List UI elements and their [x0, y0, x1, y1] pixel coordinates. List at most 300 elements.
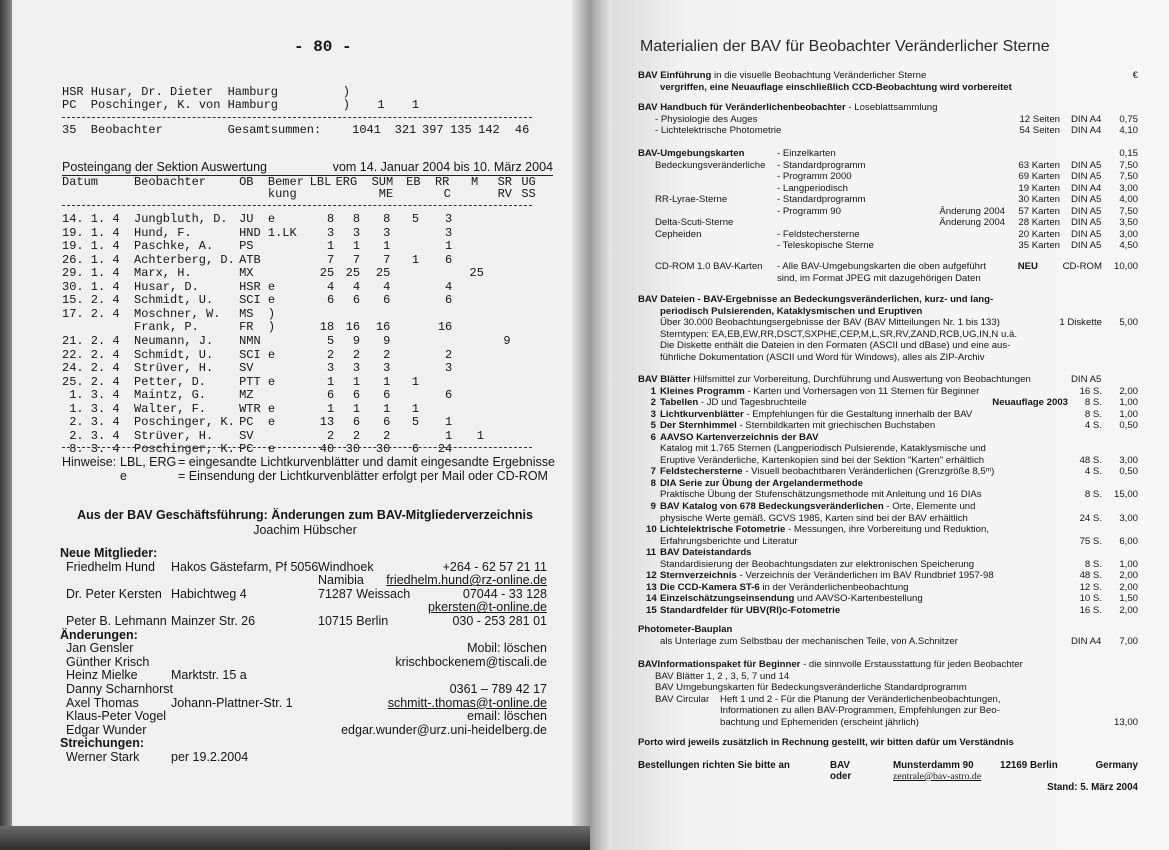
pages: 8 S. — [1084, 558, 1102, 570]
item-text: - Messungen, ihre Vorbereitung und Reduktion, — [785, 524, 990, 536]
date-cell: 1. 3. 4 — [62, 388, 120, 403]
hinweise-key: e — [120, 469, 127, 483]
price: 0,75 — [1119, 113, 1138, 125]
item-text: - Lichtelektrische Photometrie — [655, 125, 782, 137]
material-row — [638, 547, 1140, 559]
remark-cell: e — [267, 347, 276, 362]
material-section — [638, 70, 1140, 93]
erg-cell: 6 — [352, 293, 361, 308]
item-detail: Informationen zu allen BAV-Programmen, Empfehlungen zur Beo- — [720, 705, 1000, 717]
material-row — [638, 570, 1140, 582]
column-header: ERG — [335, 175, 358, 189]
date-cell: 14. 1. 4 — [62, 212, 120, 226]
ob-cell: HSR — [239, 279, 261, 294]
item-label — [660, 513, 968, 525]
item-text: RR-Lyrae-Sterne — [655, 194, 728, 206]
material-section — [638, 294, 1140, 363]
item-label — [660, 466, 994, 478]
item-text: BAV Circular — [655, 693, 710, 705]
erg-cell: 3 — [352, 361, 361, 376]
date-cell: 22. 2. 4 — [62, 347, 120, 362]
item-label — [660, 420, 935, 432]
m-cell: 25 — [469, 266, 484, 281]
price: 2,00 — [1119, 385, 1138, 397]
total-value: 321 — [394, 123, 417, 137]
date-cell: 17. 2. 4 — [62, 306, 120, 321]
price: 2,00 — [1119, 604, 1138, 616]
quantity: 30 Karten — [1018, 194, 1060, 206]
item-label — [660, 340, 1010, 352]
observer-cell: Poschinger, K. — [134, 415, 235, 430]
item-title: Die CCD-Kamera ST-6 — [660, 581, 760, 593]
price: 0,50 — [1119, 420, 1138, 432]
material-row — [638, 624, 1140, 636]
item-text: BAV Blätter 1, 2 , 3, 5, 7 und 14 — [655, 670, 790, 682]
observer-cell: Schmidt, U. — [134, 347, 214, 362]
item-text: Hilfsmittel zur Vorbereitung, Durchführung und Auswertung von Beobachtungen — [690, 374, 1031, 385]
deletions-heading: Streichungen: — [60, 736, 145, 751]
price: 0,15 — [1119, 148, 1138, 159]
ob-cell: FR — [239, 320, 254, 335]
material-row — [638, 455, 1140, 467]
price: 2,00 — [1119, 581, 1138, 593]
book-gutter — [572, 0, 612, 850]
item-text: physische Werte gemäß. GCVS 1985, Karten sind bei der BAV erhältlich — [660, 512, 968, 524]
item-text: - Karten und Vorhersagen von 11 Sternen für Beginner — [744, 385, 980, 397]
rr-cell: 1 — [445, 415, 453, 430]
material-row — [638, 273, 1140, 285]
remark-cell: e — [267, 374, 276, 389]
item-detail: - Alle BAV-Umgebungskarten die oben aufgeführt — [777, 261, 986, 272]
member-name: Danny Scharnhorst — [66, 682, 174, 696]
item-label — [660, 82, 1012, 94]
item-label — [660, 317, 1000, 329]
material-row — [638, 409, 1140, 421]
total-value: 46 — [514, 123, 530, 137]
price: 1,50 — [1119, 593, 1138, 605]
order-or: oder — [830, 771, 852, 782]
material-row — [638, 294, 1140, 306]
item-number: 14 — [646, 593, 657, 605]
ob-cell: MX — [239, 266, 254, 281]
material-row — [638, 513, 1140, 525]
item-title: Der Sternhimmel — [660, 420, 737, 432]
member-email-link[interactable]: pkersten@t-online.de — [427, 600, 547, 615]
member-phone: 07044 - 33 128 — [462, 586, 547, 601]
item-text: - die sinnvolle Erstausstattung für jeden Beobachter — [800, 659, 1023, 670]
format: DIN A5 — [1071, 217, 1102, 229]
item-label — [655, 160, 765, 172]
sum-cell: 3 — [383, 361, 391, 376]
item-title: Lichtkurvenblätter — [660, 408, 744, 420]
item-title: periodisch Pulsierenden, Kataklysmischen und Eruptiven — [660, 305, 923, 317]
member-city: 71287 Weissach — [318, 586, 411, 601]
lbl-cell: 4 — [326, 279, 335, 294]
price: 2,00 — [1119, 570, 1138, 582]
price: 1,00 — [1119, 397, 1138, 409]
item-title: Photometer-Bauplan — [638, 624, 733, 635]
sum-cell: 2 — [383, 428, 391, 443]
observer-city: Hamburg — [227, 98, 279, 112]
erg-cell: 8 — [352, 212, 361, 226]
erg-cell: 2 — [352, 347, 361, 362]
sum-cell: 6 — [383, 388, 391, 403]
item-label — [638, 102, 937, 114]
price: 7,50 — [1119, 205, 1138, 217]
item-title: BAV Katalog von 678 Bedeckungsveränderlichen — [660, 501, 884, 513]
item-label — [660, 570, 994, 582]
date-cell: 19. 1. 4 — [62, 225, 120, 240]
material-row — [638, 340, 1140, 352]
changes-heading: Änderungen: — [60, 627, 138, 642]
column-header: Datum — [62, 175, 99, 189]
member-contact: krischbockenem@tiscali.de — [395, 654, 547, 669]
format: DIN A5 — [1071, 374, 1102, 385]
material-row — [638, 114, 1140, 126]
date-cell: 8. 3. 4 — [62, 442, 120, 457]
format: DIN A5 — [1071, 228, 1102, 240]
material-section — [638, 102, 1140, 137]
ob-cell: MZ — [239, 388, 254, 403]
total-value: 397 — [422, 123, 444, 137]
item-text: in die visuelle Beobachtung Veränderlicher Sterne — [711, 70, 927, 81]
format: DIN A4 — [1071, 113, 1102, 125]
format: DIN A5 — [1071, 194, 1102, 206]
item-detail: - Langperiodisch — [777, 182, 848, 194]
material-row — [638, 160, 1140, 172]
column-header: RV — [497, 187, 512, 201]
member-email-link[interactable]: friedhelm.hund@rz-online.de — [386, 573, 547, 588]
eb-cell: 1 — [411, 401, 420, 416]
quantity: 54 Seiten — [1019, 125, 1060, 137]
item-label — [655, 694, 709, 706]
stand-date: Stand: 5. März 2004 — [1047, 782, 1138, 793]
member-name: Axel Thomas — [66, 695, 139, 710]
material-row — [638, 420, 1140, 432]
material-row — [638, 125, 1140, 137]
count: 1 — [377, 98, 385, 112]
item-detail: Heft 1 und 2 - Für die Planung der Veränderlichenbeobachtungen, — [720, 693, 1001, 705]
item-title: BAV Dateistandards — [660, 547, 752, 559]
ob-cell: PC — [239, 442, 254, 457]
item-label — [660, 593, 923, 605]
observer-cell: Jungbluth, D. — [134, 212, 228, 226]
item-title: Porto wird jeweils zusätzlich in Rechnung gestellt, wir bitten dafür um Verständnis — [638, 737, 1014, 748]
observer-cell: Strüver, H. — [134, 361, 214, 376]
pages: 48 S. — [1079, 454, 1102, 466]
dashed-divider — [62, 447, 532, 448]
item-text: Bedeckungsveränderliche — [655, 159, 766, 171]
remark-cell: e — [267, 401, 276, 416]
ob-cell: HND — [239, 225, 261, 240]
hinweise-label: Hinweise: — [62, 455, 117, 469]
item-label — [655, 217, 733, 229]
lbl-cell: 6 — [326, 388, 335, 403]
item-text: - JD und Tagesbruchteile — [698, 397, 807, 409]
item-label — [660, 547, 752, 559]
sum-cell: 30 — [375, 442, 391, 457]
remark-cell: e — [267, 212, 276, 226]
item-title: BAV-Umgebungskarten — [638, 148, 745, 159]
column-header: UG — [521, 175, 536, 189]
sum-cell: 9 — [383, 333, 391, 348]
material-row — [638, 593, 1140, 605]
pages: 10 S. — [1079, 593, 1102, 605]
material-row — [638, 206, 1140, 218]
item-title: Feldstechersterne — [660, 466, 743, 478]
pages: 8 S. — [1084, 408, 1102, 420]
column-header: SS — [521, 187, 536, 201]
item-title: BAV Handbuch für Veränderlichenbeobachter — [638, 102, 846, 113]
item-label — [655, 114, 757, 126]
column-header: EB — [406, 175, 421, 189]
pages: 12 S. — [1079, 581, 1102, 593]
material-row — [638, 443, 1140, 455]
total-value: 142 — [478, 123, 500, 137]
erg-cell: 1 — [352, 374, 361, 389]
observer-cell: Neumann, J. — [134, 333, 214, 348]
member-street: Mainzer Str. 26 — [171, 614, 256, 628]
price: 6,00 — [1119, 535, 1138, 547]
column-header: C — [443, 187, 451, 201]
erg-cell: 2 — [352, 428, 361, 443]
eb-cell: 1 — [411, 374, 420, 389]
item-text: - Visuell beobachtbaren Veränderlichen (Grenzgröße 8,5ᵐ) — [742, 466, 995, 478]
member-contact: email: löschen — [467, 709, 547, 724]
sum-cell: 2 — [383, 347, 391, 362]
item-text: - Empfehlungen für die Gestaltung innerhalb der BAV — [743, 408, 973, 420]
item-label — [660, 443, 986, 455]
item-title: BAV Einführung — [638, 70, 712, 81]
material-row — [638, 171, 1140, 183]
observer-cell: Achterberg, D. — [134, 252, 235, 267]
price: 3,00 — [1119, 182, 1138, 194]
rr-cell: 6 — [445, 293, 453, 308]
material-row — [638, 194, 1140, 206]
observer-cell: Walter, F. — [134, 401, 207, 416]
observer-cell: Poschinger, K. — [134, 442, 235, 457]
eb-cell: 1 — [411, 252, 420, 267]
item-text: BAV Umgebungskarten für Bedeckungsveränderliche Standardprogramm — [655, 682, 967, 694]
new-members-heading: Neue Mitglieder: — [60, 546, 158, 560]
erg-cell: 1 — [352, 401, 361, 416]
rr-cell: 3 — [445, 212, 453, 226]
observer-cell: Schmidt, U. — [134, 293, 214, 308]
item-label — [660, 501, 975, 513]
item-label — [660, 432, 819, 444]
item-label — [660, 489, 982, 501]
item-number: 7 — [650, 466, 656, 478]
pages: 16 S. — [1079, 385, 1102, 397]
lbl-cell: 3 — [326, 361, 335, 376]
item-label — [638, 294, 993, 306]
ob-cell: SV — [239, 361, 254, 376]
observer-cell: Marx, H. — [134, 266, 192, 281]
erg-cell: 1 — [352, 239, 361, 254]
observer-cell: Strüver, H. — [134, 428, 214, 443]
item-number: 11 — [646, 547, 657, 559]
remark-cell: e — [267, 279, 276, 294]
member-name: Peter B. Lehmann — [66, 614, 167, 628]
posteingang-period: vom 14. Januar 2004 bis 10. März 2004 — [332, 160, 553, 174]
item-label — [660, 536, 798, 548]
remark-cell: 1.LK — [267, 225, 297, 240]
order-label: Bestellungen richten Sie bitte an — [638, 760, 790, 771]
item-text: Praktische Übung der Stufenschätzungsmethode mit Anleitung und 16 DIAs — [660, 489, 982, 501]
posteingang-title: Posteingang der Sektion Auswertung — [62, 160, 267, 174]
material-row — [638, 582, 1140, 594]
format: DIN A4 — [1071, 635, 1102, 647]
scan-edge — [0, 0, 12, 850]
material-row — [638, 432, 1140, 444]
member-contact: edgar.wunder@urz.uni-heidelberg.de — [341, 722, 547, 737]
item-number: 5 — [650, 420, 656, 432]
item-text: als Unterlage zum Selbstbau der mechanischen Teile, von A.Schnitzer — [660, 635, 958, 647]
material-row — [638, 397, 1140, 409]
item-label — [660, 409, 972, 421]
item-label — [638, 659, 1023, 671]
member-name: Günther Krisch — [66, 654, 150, 669]
material-row — [638, 374, 1140, 386]
material-row — [638, 605, 1140, 617]
ob-cell: ATB — [239, 252, 261, 267]
item-label — [660, 582, 909, 594]
quantity: 57 Karten — [1018, 205, 1060, 217]
eb-cell: 5 — [411, 212, 420, 226]
quantity: 69 Karten — [1018, 171, 1060, 183]
observer-cell: Husar, D. — [134, 279, 199, 294]
item-label — [655, 671, 789, 683]
price: 13,00 — [1113, 716, 1138, 728]
item-title: Standardfelder für UBV(RI)c-Fotometrie — [660, 604, 841, 616]
member-name: Friedhelm Hund — [66, 559, 155, 574]
date-cell: 21. 2. 4 — [62, 333, 120, 348]
material-row — [638, 183, 1140, 195]
remark-cell: ) — [267, 320, 276, 335]
pages: 16 S. — [1079, 604, 1102, 616]
item-label — [660, 559, 974, 571]
material-row — [638, 317, 1140, 329]
lbl-cell: 40 — [319, 442, 335, 457]
rr-cell: 4 — [445, 279, 453, 294]
material-row — [638, 501, 1140, 513]
member-city: Windhoek — [318, 559, 374, 574]
erg-cell: 7 — [352, 252, 361, 267]
ob-cell: PC — [239, 415, 254, 430]
date-cell: 29. 1. 4 — [62, 266, 120, 281]
edition-badge: Neuauflage 2003 — [992, 397, 1068, 409]
item-title: DIA Serie zur Übung der Argelandermethode — [660, 477, 863, 489]
member-email-link[interactable]: schmitt-.thomas@t-online.de — [387, 695, 547, 710]
item-detail: - Programm 90 — [777, 205, 841, 217]
item-label — [660, 397, 807, 409]
date-cell: 15. 2. 4 — [62, 293, 120, 308]
observer-code: PC — [62, 98, 77, 112]
item-number: 13 — [646, 581, 657, 593]
member-city: Namibia — [318, 573, 364, 588]
quantity: 19 Karten — [1018, 182, 1060, 194]
item-number: 2 — [650, 397, 656, 409]
price: 15,00 — [1113, 489, 1138, 501]
hinweise-text: = eingesandte Lichtkurvenblätter und damit eingesandte Ergebnisse — [178, 455, 555, 469]
item-label — [660, 329, 1017, 341]
item-text: Erfahrungsberichte und Literatur — [660, 535, 798, 547]
order-email-link[interactable]: zentrale@bav-astro.de — [893, 771, 982, 782]
lbl-cell: 1 — [326, 239, 335, 254]
lbl-cell: 3 — [326, 225, 335, 240]
date-cell: 24. 2. 4 — [62, 361, 120, 376]
sum-cell: 6 — [383, 293, 391, 308]
rr-cell: 24 — [437, 442, 453, 457]
lbl-cell: 18 — [319, 320, 335, 335]
rr-cell: 1 — [445, 428, 453, 443]
pages: 1 Diskette — [1059, 317, 1102, 329]
item-detail: - Einzelkarten — [777, 148, 836, 159]
material-row — [638, 466, 1140, 478]
price: 7,00 — [1119, 635, 1138, 647]
pages: 4 S. — [1084, 420, 1102, 432]
item-number: 8 — [650, 477, 656, 489]
item-detail: sind, im Format JPEG mit dazugehörigen Daten — [777, 272, 981, 284]
observer-cell: Hund, F. — [134, 225, 192, 240]
item-label — [660, 352, 985, 364]
lbl-cell: 5 — [326, 333, 335, 348]
column-header: M — [470, 175, 479, 189]
total-label: Gesamtsummen: — [227, 123, 322, 137]
material-row — [638, 352, 1140, 364]
material-row — [638, 694, 1140, 706]
lbl-cell: 8 — [326, 212, 335, 226]
erg-cell: 9 — [352, 333, 361, 348]
material-row — [638, 229, 1140, 241]
price: 5,00 — [1119, 317, 1138, 329]
observer-cell: Petter, D. — [134, 374, 207, 389]
item-detail: - Standardprogramm — [777, 159, 866, 171]
item-label — [655, 261, 763, 273]
remark-cell: e — [267, 293, 276, 308]
date-cell: 1. 3. 4 — [62, 401, 120, 416]
ob-cell: PTT — [239, 374, 261, 389]
item-title: AAVSO Kartenverzeichnis der BAV — [660, 431, 819, 443]
item-text: Über 30.000 Beobachtungsergebnisse der BAV (BAV Mitteilungen Nr. 1 bis 133) — [660, 317, 1000, 329]
item-label — [660, 455, 984, 467]
rr-cell: 3 — [445, 361, 453, 376]
format: DIN A4 — [1071, 182, 1102, 194]
date-cell: 2. 3. 4 — [62, 428, 120, 443]
format: DIN A4 — [1071, 125, 1102, 137]
lbl-cell: 25 — [319, 266, 335, 281]
material-row — [638, 102, 1140, 114]
material-row — [638, 636, 1140, 648]
ob-cell: SCI — [239, 293, 261, 308]
price: 7,50 — [1119, 159, 1138, 171]
pages: CD-ROM — [1062, 261, 1102, 272]
material-row — [638, 536, 1140, 548]
format: DIN A5 — [1071, 171, 1102, 183]
column-header: ME — [378, 187, 394, 201]
price: 4,00 — [1119, 194, 1138, 206]
price: 3,50 — [1119, 217, 1138, 229]
material-row — [638, 682, 1140, 694]
eb-cell: 5 — [411, 415, 420, 430]
order-street: Munsterdamm 90 — [893, 760, 974, 771]
item-text: Sterntypen: EA,EB,EW,RR,DSCT,SXPHE,CEP,M,L,SR,RV,ZAND,RCB,UG,IN,N u.ä. — [660, 328, 1018, 340]
lbl-cell: 2 — [326, 428, 335, 443]
item-detail: - Programm 2000 — [777, 171, 852, 183]
material-row — [638, 261, 1140, 273]
item-text: führliche Dokumentation (ASCII und Word für Windows), alles als ZIP-Archiv — [660, 351, 985, 363]
section-title: Aus der BAV Geschäftsführung: Änderungen zum BAV-Mitgliederverzeichnis — [77, 508, 533, 522]
